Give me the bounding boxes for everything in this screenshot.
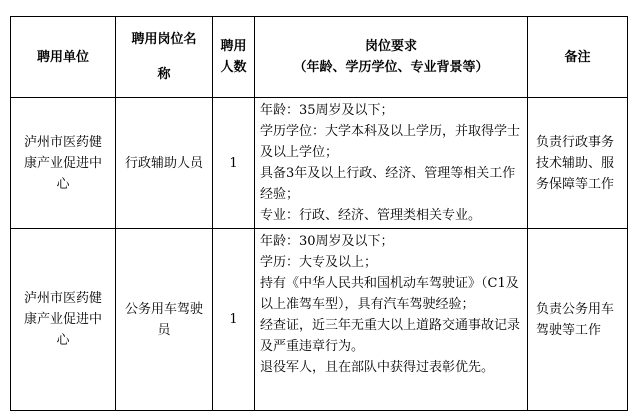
cell-requirements — [255, 98, 528, 229]
cell-note: 负责公务用车驾驶等工作 — [528, 229, 628, 411]
requirement-line: 学历：大专及以上； — [260, 255, 378, 270]
header-note: 备注 — [528, 17, 628, 98]
recruitment-table — [10, 16, 628, 411]
requirement-line: 经查证，近三年无重大以上道路交通事故记录及严重违章行为。 — [260, 318, 521, 354]
header-post-line2: 称 — [157, 67, 171, 82]
cell-count: 1 — [213, 98, 255, 229]
cell-post: 行政辅助人员 — [116, 98, 213, 229]
header-post — [116, 17, 213, 98]
requirement-line: 具备3年及以上行政、经济、管理等相关工作经验； — [260, 166, 516, 202]
header-count-line2: 人数 — [220, 60, 247, 75]
cell-count: 1 — [213, 229, 255, 411]
header-post-line1: 聘用岗位名 — [131, 32, 197, 47]
table-row — [11, 98, 628, 229]
requirement-line: 持有《中华人民共和国机动车驾驶证》（C1及以上准驾车型），具有汽车驾驶经验； — [260, 276, 519, 312]
cell-unit: 泸州市医药健康产业促进中心 — [11, 98, 116, 229]
header-row — [11, 17, 628, 98]
requirement-line: 退役军人，且在部队中获得过表彰优先。 — [260, 360, 495, 375]
cell-post: 公务用车驾驶员 — [116, 229, 213, 411]
header-req-line2: （年龄、学历学位、专业背景等） — [293, 60, 489, 75]
header-req-line1: 岗位要求 — [364, 39, 417, 54]
requirement-line: 年龄：35周岁及以下； — [260, 103, 394, 118]
header-unit: 聘用单位 — [11, 17, 116, 98]
header-requirements — [255, 17, 528, 98]
requirement-line: 学历学位：大学本科及以上学历，并取得学士及以上学位； — [260, 124, 521, 160]
cell-note: 负责行政事务技术辅助、服务保障等工作 — [528, 98, 628, 229]
requirement-line: 年龄：30周岁及以下； — [260, 234, 394, 249]
cell-unit: 泸州市医药健康产业促进中心 — [11, 229, 116, 411]
requirement-line: 专业：行政、经济、管理类相关专业。 — [260, 208, 482, 223]
table-row — [11, 229, 628, 411]
header-count-line1: 聘用 — [220, 39, 247, 54]
cell-requirements — [255, 229, 528, 411]
header-count — [213, 17, 255, 98]
